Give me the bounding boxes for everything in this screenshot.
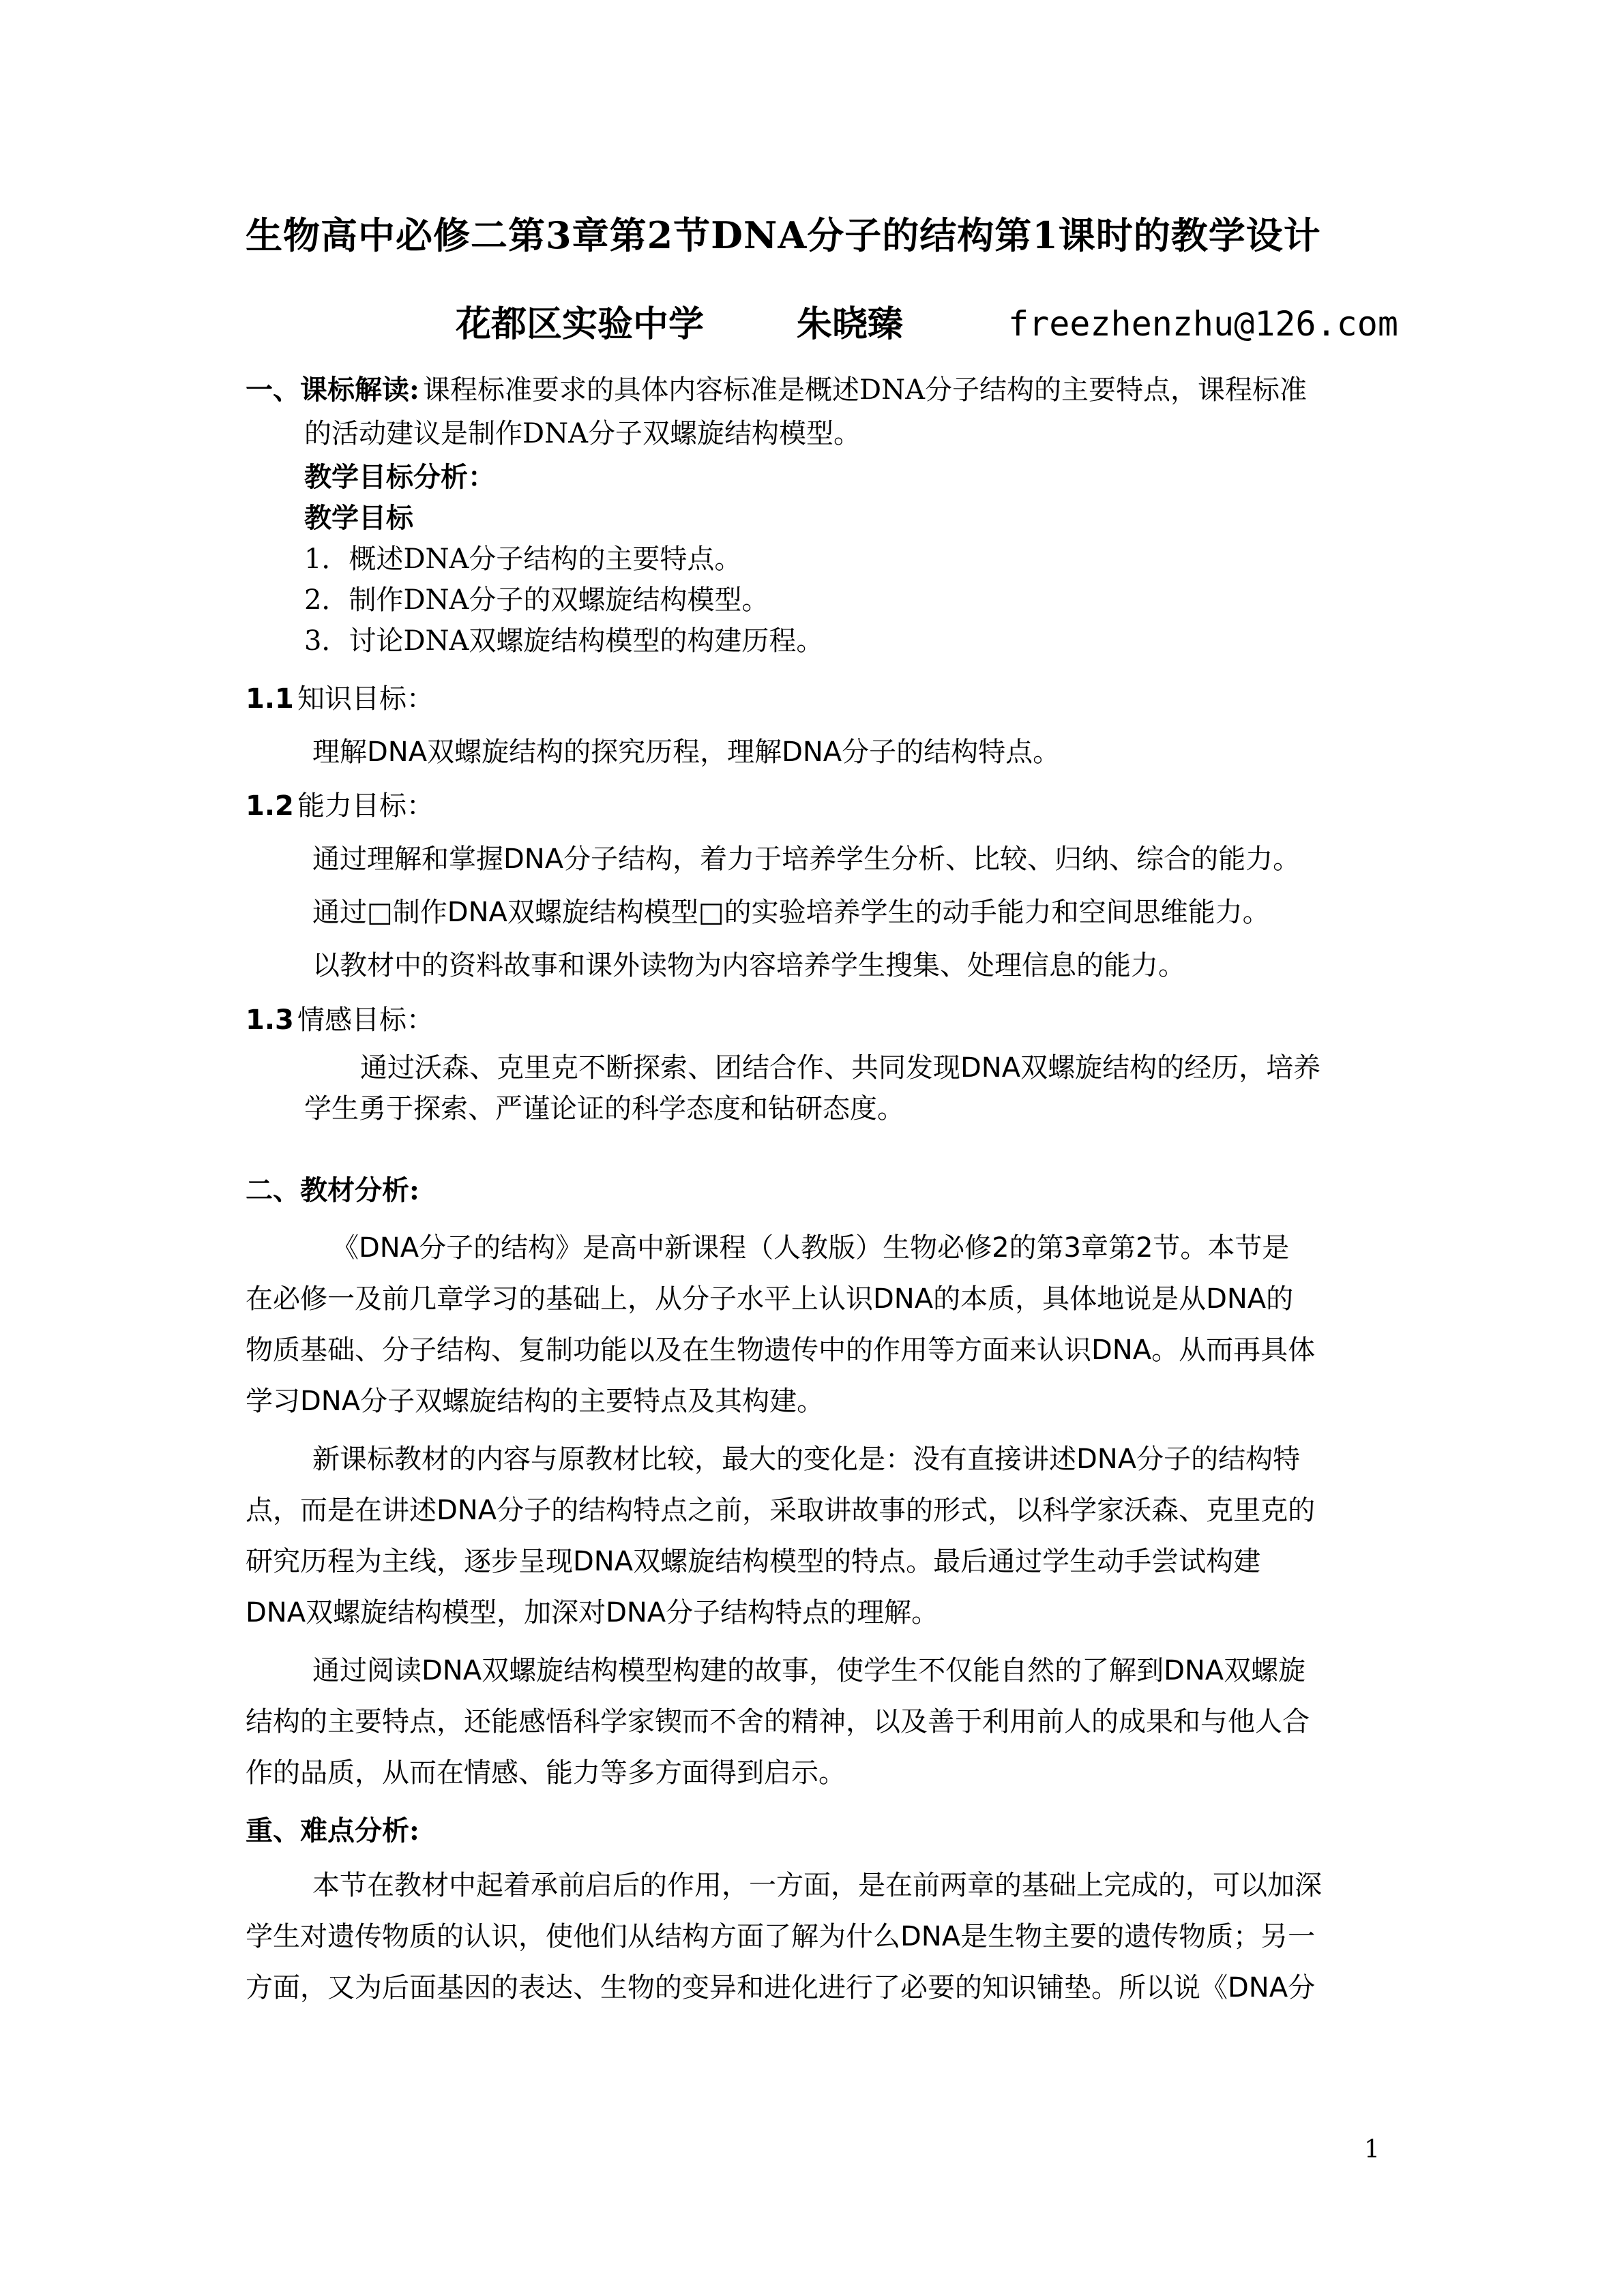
ability-heading: 能力目标： xyxy=(297,790,434,822)
emotion-line-1: 通过沃森、克里克不断探索、团结合作、共同发现DNA双螺旋结构的经历，培养 xyxy=(360,1052,1321,1084)
author-school: 花都区实验中学 xyxy=(456,303,705,345)
section3-para1-line3: 方面，又为后面基因的表达、生物的变异和进化进行了必要的知识铺垫。所以说《DNA分 xyxy=(246,1972,1316,2003)
document-title: 生物高中必修二第3章第2节DNA分子的结构第1课时的教学设计 xyxy=(246,213,1321,257)
section2-para2-line4: DNA双螺旋结构模型，加深对DNA分子结构特点的理解。 xyxy=(246,1597,939,1628)
knowledge-heading: 知识目标： xyxy=(297,683,434,715)
section2-para3-line2: 结构的主要特点，还能感悟科学家锲而不舍的精神，以及善于利用前人的成果和与他人合 xyxy=(246,1706,1310,1738)
ability-line-2: 通过□制作DNA双螺旋结构模型□的实验培养学生的动手能力和空间思维能力。 xyxy=(312,897,1270,928)
knowledge-text: 理解DNA双螺旋结构的探究历程，理解DNA分子的结构特点。 xyxy=(312,736,1061,768)
section2-para2-line1: 新课标教材的内容与原教材比较，最大的变化是：没有直接讲述DNA分子的结构特 xyxy=(312,1444,1301,1475)
section3-heading: 重、难点分析: xyxy=(246,1815,419,1847)
emotion-line-2: 学生勇于探索、严谨论证的科学态度和钻研态度。 xyxy=(304,1093,904,1124)
ability-line-3: 以教材中的资料故事和课外读物为内容培养学生搜集、处理信息的能力。 xyxy=(312,950,1185,981)
page-number: 1 xyxy=(1364,2136,1380,2164)
section3-para1-line1: 本节在教材中起着承前启后的作用，一方面，是在前两章的基础上完成的，可以加深 xyxy=(312,1870,1322,1901)
author-name: 朱晓臻 xyxy=(797,303,904,345)
section3-para1-line2: 学生对遗传物质的认识，使他们从结构方面了解为什么DNA是生物主要的遗传物质；另一 xyxy=(246,1921,1316,1952)
goal-item-1: 1．概述DNA分子结构的主要特点。 xyxy=(304,543,742,575)
goal-heading: 教学目标 xyxy=(304,502,413,534)
emotion-heading: 情感目标： xyxy=(297,1004,434,1036)
section1-line1: 课程标准要求的具体内容标准是概述DNA分子结构的主要特点，课程标准 xyxy=(423,374,1307,406)
section2-para1-line4: 学习DNA分子双螺旋结构的主要特点及其构建。 xyxy=(246,1386,825,1417)
ability-line-1: 通过理解和掌握DNA分子结构，着力于培养学生分析、比较、归纳、综合的能力。 xyxy=(312,844,1301,875)
section2-para1-line3: 物质基础、分子结构、复制功能以及在生物遗传中的作用等方面来认识DNA。从而再具体 xyxy=(246,1335,1316,1366)
section2-para2-line3: 研究历程为主线，逐步呈现DNA双螺旋结构模型的特点。最后通过学生动手尝试构建 xyxy=(246,1546,1261,1577)
section2-heading: 二、教材分析: xyxy=(246,1174,419,1206)
section2-para3-line3: 作的品质，从而在情感、能力等多方面得到启示。 xyxy=(246,1757,846,1789)
section1-line2: 的活动建议是制作DNA分子双螺旋结构模型。 xyxy=(304,418,861,449)
ability-heading-number: 1.2 xyxy=(246,790,294,822)
section2-para1-line1: 《DNA分子的结构》是高中新课程（人教版）生物必修2的第3章第2节。本节是 xyxy=(331,1232,1290,1264)
emotion-heading-number: 1.3 xyxy=(246,1004,294,1036)
section1-heading: 一、课标解读: xyxy=(246,374,419,406)
section2-para2-line2: 点，而是在讲述DNA分子的结构特点之前，采取讲故事的形式，以科学家沃森、克里克的 xyxy=(246,1495,1316,1526)
goal-item-2: 2．制作DNA分子的双螺旋结构模型。 xyxy=(304,584,769,616)
section2-para3-line1: 通过阅读DNA双螺旋结构模型构建的故事，使学生不仅能自然的了解到DNA双螺旋 xyxy=(312,1655,1306,1686)
author-email: freezhenzhu@126.com xyxy=(1008,304,1398,344)
goal-item-3: 3．讨论DNA双螺旋结构模型的构建历程。 xyxy=(304,625,824,657)
knowledge-heading-number: 1.1 xyxy=(246,683,294,715)
goal-analysis-heading: 教学目标分析： xyxy=(304,461,495,493)
section2-para1-line2: 在必修一及前几章学习的基础上，从分子水平上认识DNA的本质，具体地说是从DNA的 xyxy=(246,1283,1294,1315)
